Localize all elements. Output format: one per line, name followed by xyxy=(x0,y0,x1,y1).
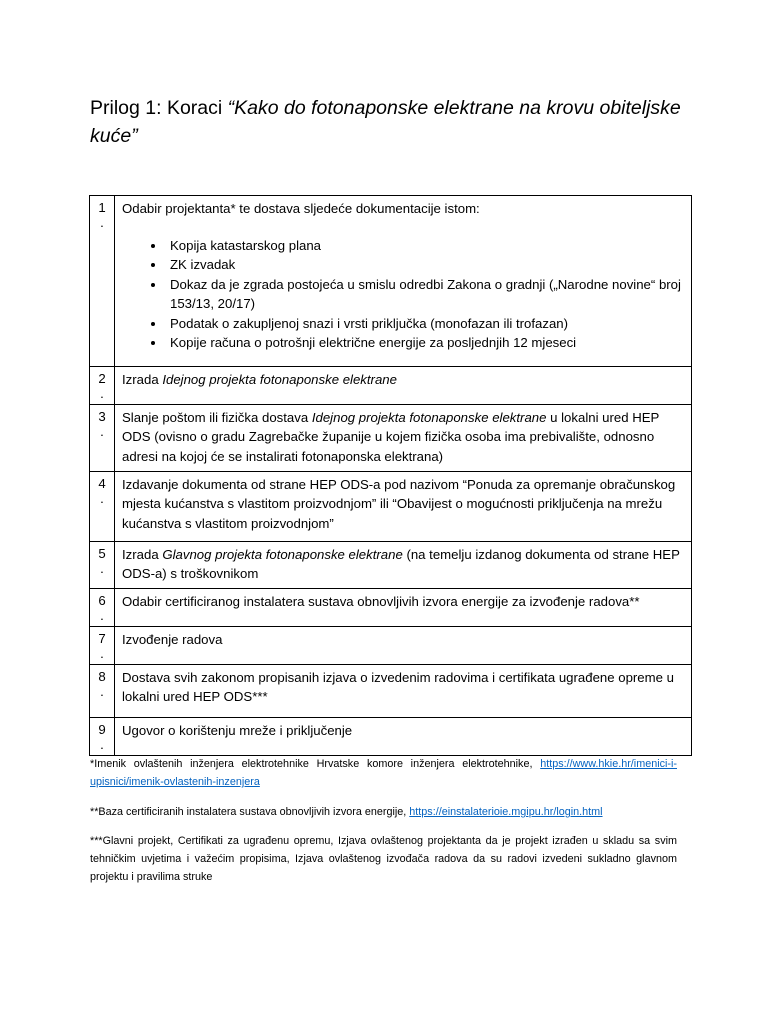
step-text-cell xyxy=(115,541,692,588)
step-number-dot: . xyxy=(100,423,104,439)
footnote-1-text: *Imenik ovlaštenih inženjera elektrotehnike Hrvatske komore inženjera elektrotehnike, xyxy=(90,758,541,770)
step-number: 4 xyxy=(98,475,106,491)
step-number-dot: . xyxy=(100,490,104,506)
step-text: Dostava svih zakonom propisanih izjava o izvedenim radovima i certifikata ugrađene opreme u lokalni ured HEP ODS*** xyxy=(122,669,674,704)
step-number-dot: . xyxy=(100,645,104,661)
steps-table xyxy=(89,195,692,756)
step-row-2 xyxy=(90,366,692,404)
step-text: Izvođenje radova xyxy=(122,631,223,647)
step-text-cell xyxy=(115,404,692,471)
list-item: • Kopije računa o potrošnji električne energije za posljednjih 12 mjeseci xyxy=(166,333,683,353)
step-row-8 xyxy=(90,664,692,717)
step-text-cell xyxy=(115,664,692,717)
step-text-cell xyxy=(115,471,692,541)
step-text-cell xyxy=(115,626,692,664)
step-number-cell xyxy=(90,626,115,664)
footnotes xyxy=(90,755,677,897)
step-text-italic: Idejnog projekta fotonaponske elektrane xyxy=(162,371,397,387)
step-number: 2 xyxy=(98,370,106,386)
step-row-6 xyxy=(90,588,692,626)
step-text: Izrada xyxy=(122,546,163,562)
list-item: • Dokaz da je zgrada postojeća u smislu odredbi Zakona o gradnji („Narodne novine“ broj 153/13, 20/17) xyxy=(166,275,683,314)
step-number: 1 xyxy=(98,200,106,215)
step-number-cell xyxy=(90,588,115,626)
step-text-cell xyxy=(115,196,692,367)
step-text: Odabir projektanta* te dostava sljedeće dokumentacije istom: xyxy=(122,201,480,216)
footnote-3-text: ***Glavni projekt, Certifikati za ugrađenu opremu, Izjava ovlaštenog projektanta da je projekt izrađen u skladu sa svim tehničkim uvjetima i važećim propisima, Izjava ovlaštenog izvođača radova da su radovi izvedeni sukladno glavnom projektu i pravilima struke xyxy=(90,835,677,883)
step-row-1 xyxy=(90,196,692,367)
step-number-cell xyxy=(90,471,115,541)
list-item: • ZK izvadak xyxy=(166,255,683,275)
step-text-italic: Idejnog projekta fotonaponske elektrane xyxy=(311,409,547,425)
step-number-dot: . xyxy=(100,560,104,576)
step-number-cell xyxy=(90,717,115,755)
step-number-dot: . xyxy=(100,736,104,752)
list-item: • Podatak o zakupljenoj snazi i vrsti priključka (monofazan ili trofazan) xyxy=(166,314,683,334)
footnote-2-link[interactable]: https://einstalaterioie.mgipu.hr/login.html xyxy=(409,806,603,818)
list-item: • Kopija katastarskog plana xyxy=(166,236,683,256)
step-number-dot: . xyxy=(100,385,104,401)
step-number-cell xyxy=(90,196,115,367)
footnote-2 xyxy=(90,803,677,821)
step-number: 7 xyxy=(98,630,106,646)
step-text: Ugovor o korištenju mreže i priključenje xyxy=(122,722,353,738)
step-number: 5 xyxy=(98,545,106,561)
step-text-after: u lokalni ured HEP ODS (ovisno o gradu Zagrebačke županije u kojem fizička osoba ima prebivalište, odnosno adresi na kojoj će se instalirati fotonaponska elektrana) xyxy=(122,409,660,464)
step-number-cell xyxy=(90,664,115,717)
step-text: Izdavanje dokumenta od strane HEP ODS-a pod nazivom “Ponuda za opremanje obračunskog mjesta kućanstva s vlastitom proizvodnjom” ili “Obavijest o mogućnosti priključenja na mrežu kućanstva s vlastitom proizvodnjom” xyxy=(122,476,676,531)
step-row-3 xyxy=(90,404,692,471)
step-text-cell xyxy=(115,588,692,626)
step-text-italic: Glavnog projekta fotonaponske elektrane xyxy=(162,546,403,562)
step-text-after: (na temelju izdanog dokumenta od strane HEP ODS-a) s troškovnikom xyxy=(122,546,680,581)
document-title xyxy=(90,94,690,150)
step-number-dot: . xyxy=(100,607,104,623)
step-text: Slanje poštom ili fizička dostava xyxy=(122,409,312,425)
footnote-2-text: **Baza certificiranih instalatera sustava obnovljivih izvora energije, xyxy=(90,806,410,818)
title-italic: “Kako do fotonaponske elektrane na krovu obiteljske kuće” xyxy=(90,97,681,147)
step-text-cell xyxy=(115,366,692,404)
documents-list xyxy=(122,236,683,353)
step-number-dot: . xyxy=(100,215,104,230)
footnote-1 xyxy=(90,755,677,791)
step-text-cell xyxy=(115,717,692,755)
footnote-1-link[interactable]: https://www.hkie.hr/imenici-i-upisnici/imenik-ovlastenih-inzenjera xyxy=(90,758,677,788)
step-row-9 xyxy=(90,717,692,755)
step-number: 3 xyxy=(98,408,106,424)
footnote-3 xyxy=(90,832,677,886)
step-number-cell xyxy=(90,541,115,588)
step-number-cell xyxy=(90,366,115,404)
step-row-5 xyxy=(90,541,692,588)
step-number: 8 xyxy=(98,668,106,684)
step-number-cell xyxy=(90,404,115,471)
step-number: 6 xyxy=(98,592,106,608)
step-text: Odabir certificiranog instalatera sustava obnovljivih izvora energije za izvođenje radova** xyxy=(122,593,640,609)
step-row-7 xyxy=(90,626,692,664)
step-number-dot: . xyxy=(100,683,104,699)
step-text: Izrada xyxy=(122,371,163,387)
title-prefix: Prilog 1: Koraci xyxy=(90,97,228,119)
step-number: 9 xyxy=(98,721,106,737)
step-row-4 xyxy=(90,471,692,541)
